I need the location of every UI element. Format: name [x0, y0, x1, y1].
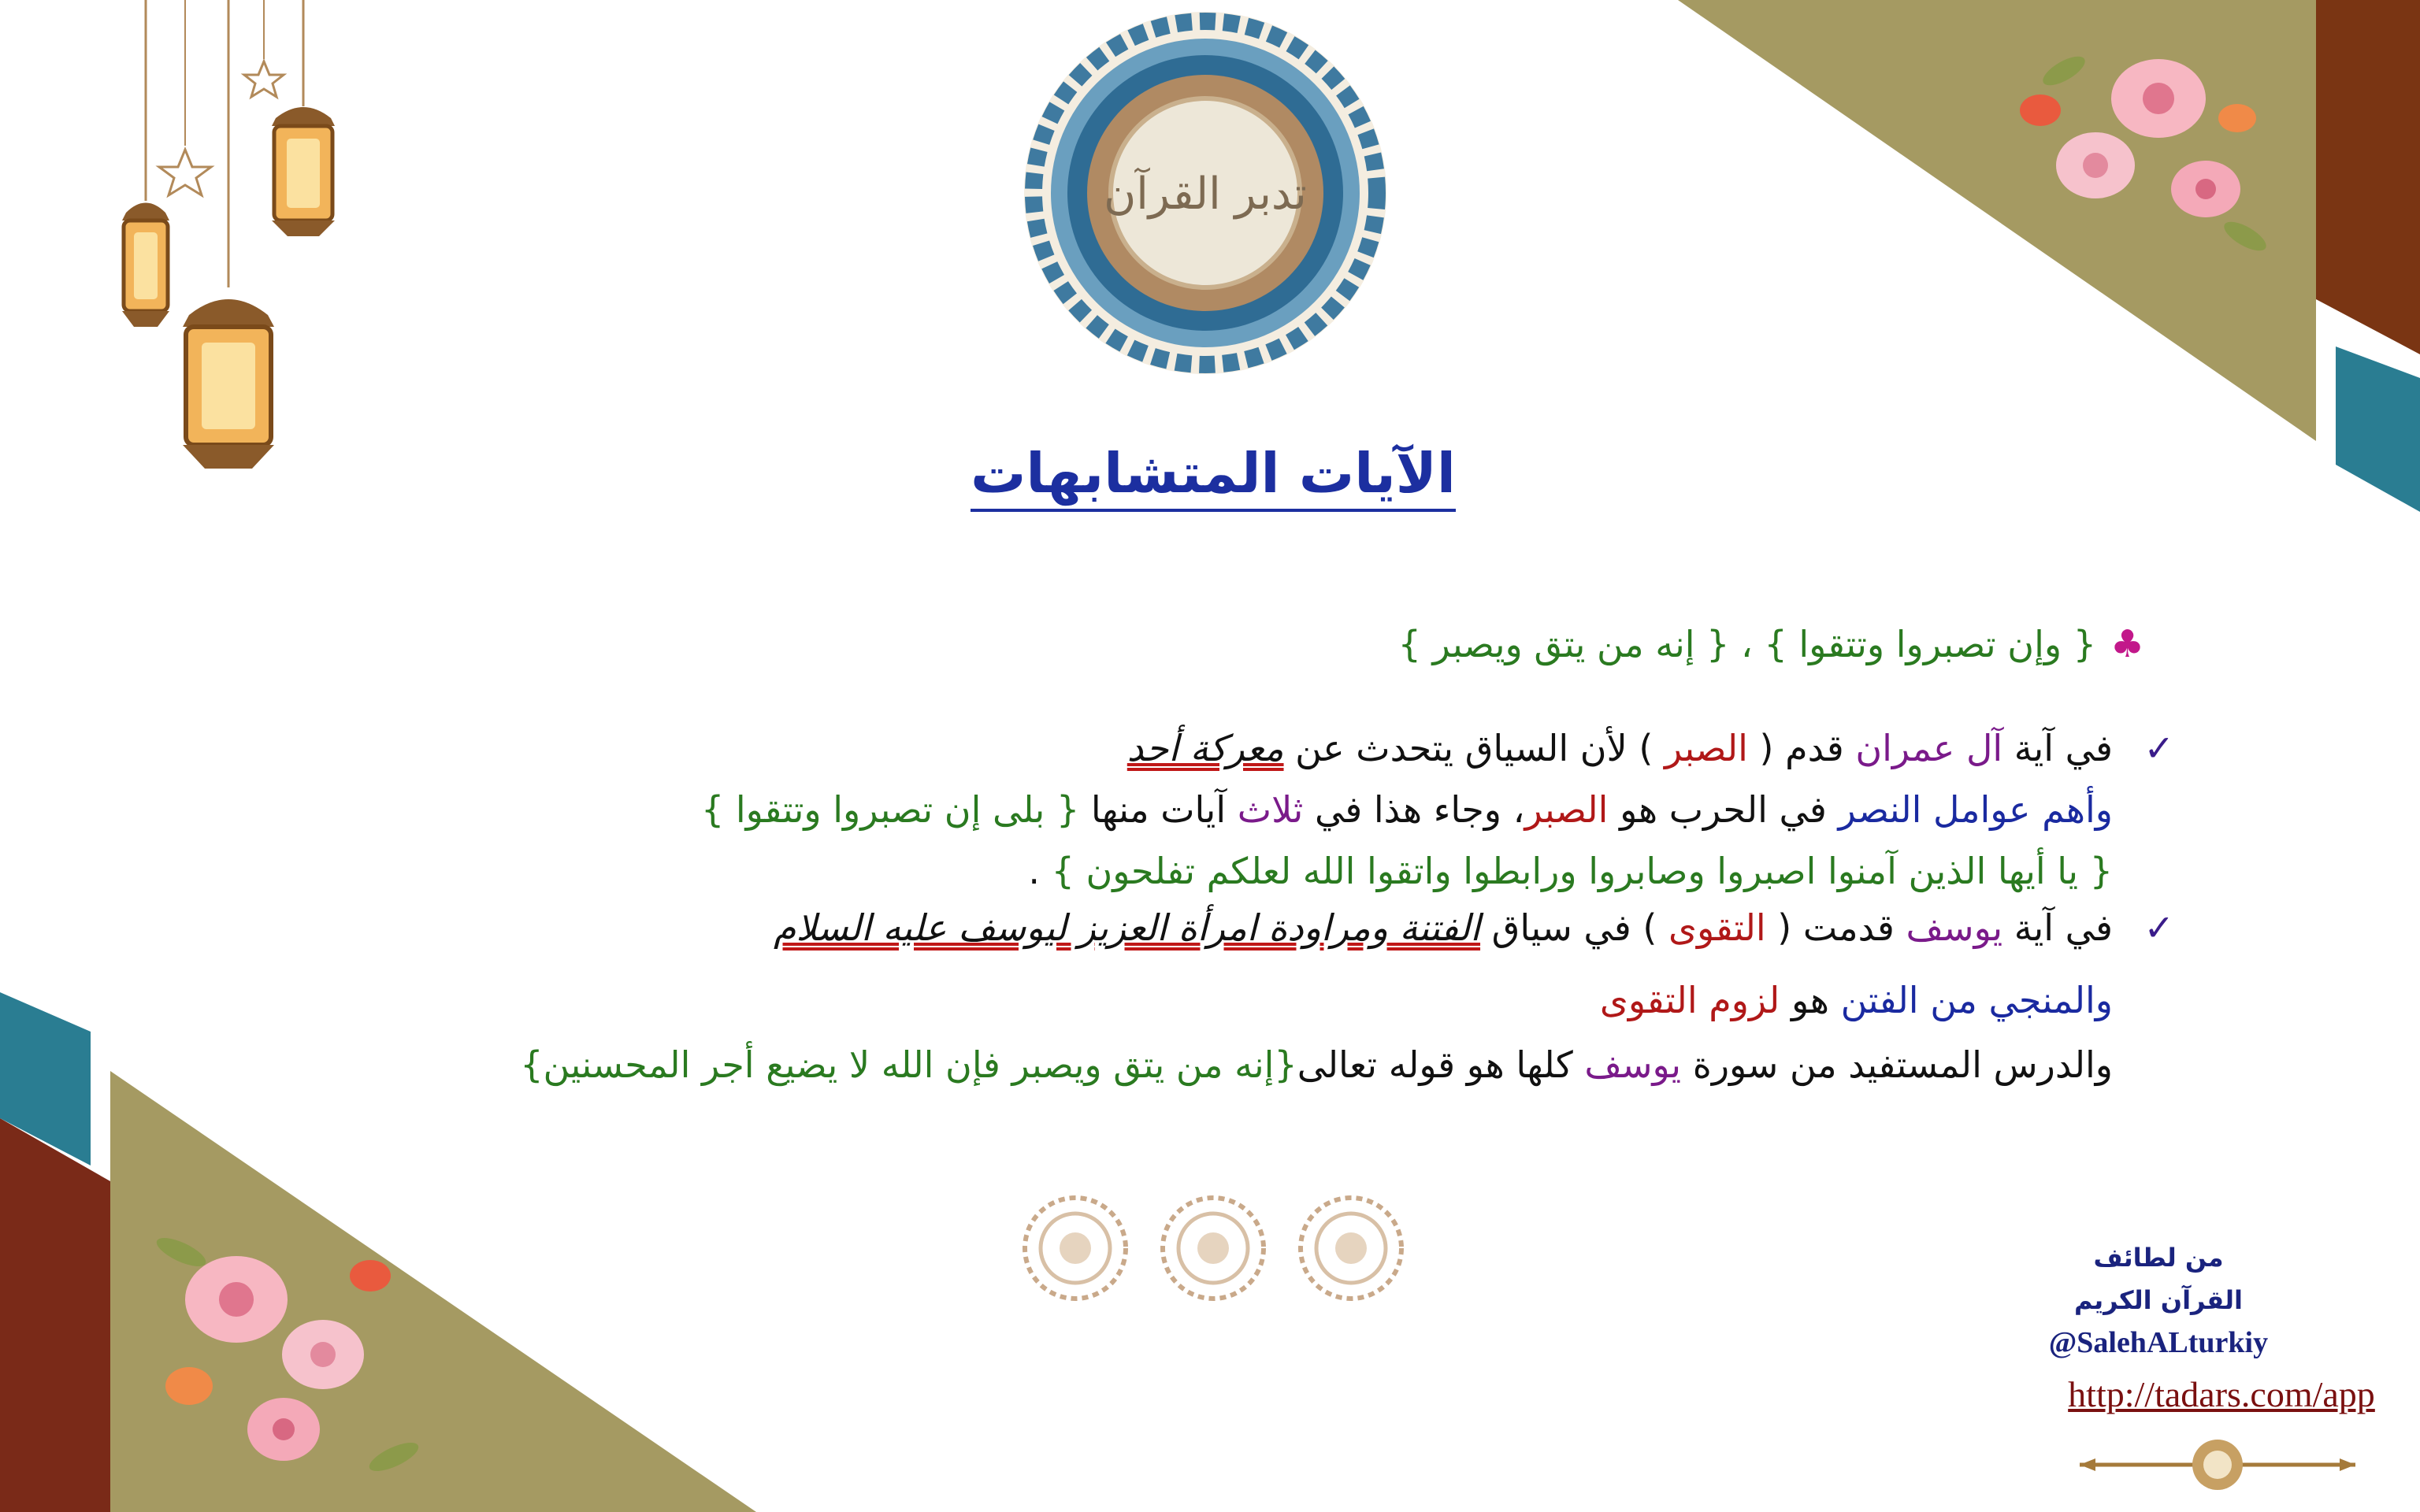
divider-ornament-icon	[2080, 1440, 2355, 1490]
topic-heading	[1398, 622, 2144, 666]
checkmark-icon: ✓	[2143, 727, 2174, 769]
tadabbur-logo-icon	[1024, 12, 1386, 374]
page-title: الآيات المتشابهات	[882, 441, 1544, 506]
hanging-lanterns-icon	[122, 0, 335, 469]
svg-text:تدبر القرآن: تدبر القرآن	[1104, 169, 1307, 220]
point2-line2: والمنجي من الفتن هو لزوم التقوى	[1599, 979, 2113, 1021]
top-right-brown-panel	[2316, 0, 2420, 354]
point2-line3: والدرس المستفيد من سورة يوسف كلها هو قوله تعالى{إنه من يتق ويصبر فإن الله لا يضيع أجر المحسنين}	[520, 1043, 2113, 1086]
twitter-handle[interactable]: @SalehALturkiy	[2048, 1326, 2269, 1359]
topic-heading-text: { وإن تصبروا وتتقوا } ، { إنه من يتق ويصبر }	[1397, 623, 2096, 665]
point1-line3: { يا أيها الذين آمنوا اصبروا وصابروا ورابطوا واتقوا الله لعلكم تفلحون } .	[1028, 850, 2113, 892]
credit-line1: من لطائف	[2093, 1243, 2224, 1273]
website-link[interactable]: http://tadars.com/app	[2068, 1374, 2375, 1414]
rosette-ornament-icon	[1025, 1198, 1126, 1299]
point1-line1: ✓ في آية آل عمران قدم ( الصبر ) لأن السياق يتحدث عن معركة أحد	[1127, 724, 2113, 772]
top-right-teal-panel	[2336, 346, 2420, 512]
rosette-ornament-icon	[1301, 1198, 1401, 1299]
top-right-olive-panel	[1678, 0, 2316, 441]
checkmark-icon: ✓	[2143, 906, 2174, 949]
bottom-left-brown-panel	[0, 1118, 110, 1512]
club-suit-icon: ♣	[2110, 622, 2144, 666]
point1-line2: وأهم عوامل النصر في الحرب هو الصبر، وجاء هذا في ثلاث آيات منها { بلى إن تصبروا وتتقوا }	[701, 788, 2113, 831]
rosette-ornament-icon	[1163, 1198, 1264, 1299]
point2-line1: ✓ في آية يوسف قدمت ( التقوى ) في سياق الفتنة ومراودة امرأة العزيز ليوسف عليه السلام	[774, 904, 2113, 951]
credit-line2: القرآن الكريم	[2074, 1285, 2243, 1315]
author-credit	[2032, 1236, 2285, 1364]
